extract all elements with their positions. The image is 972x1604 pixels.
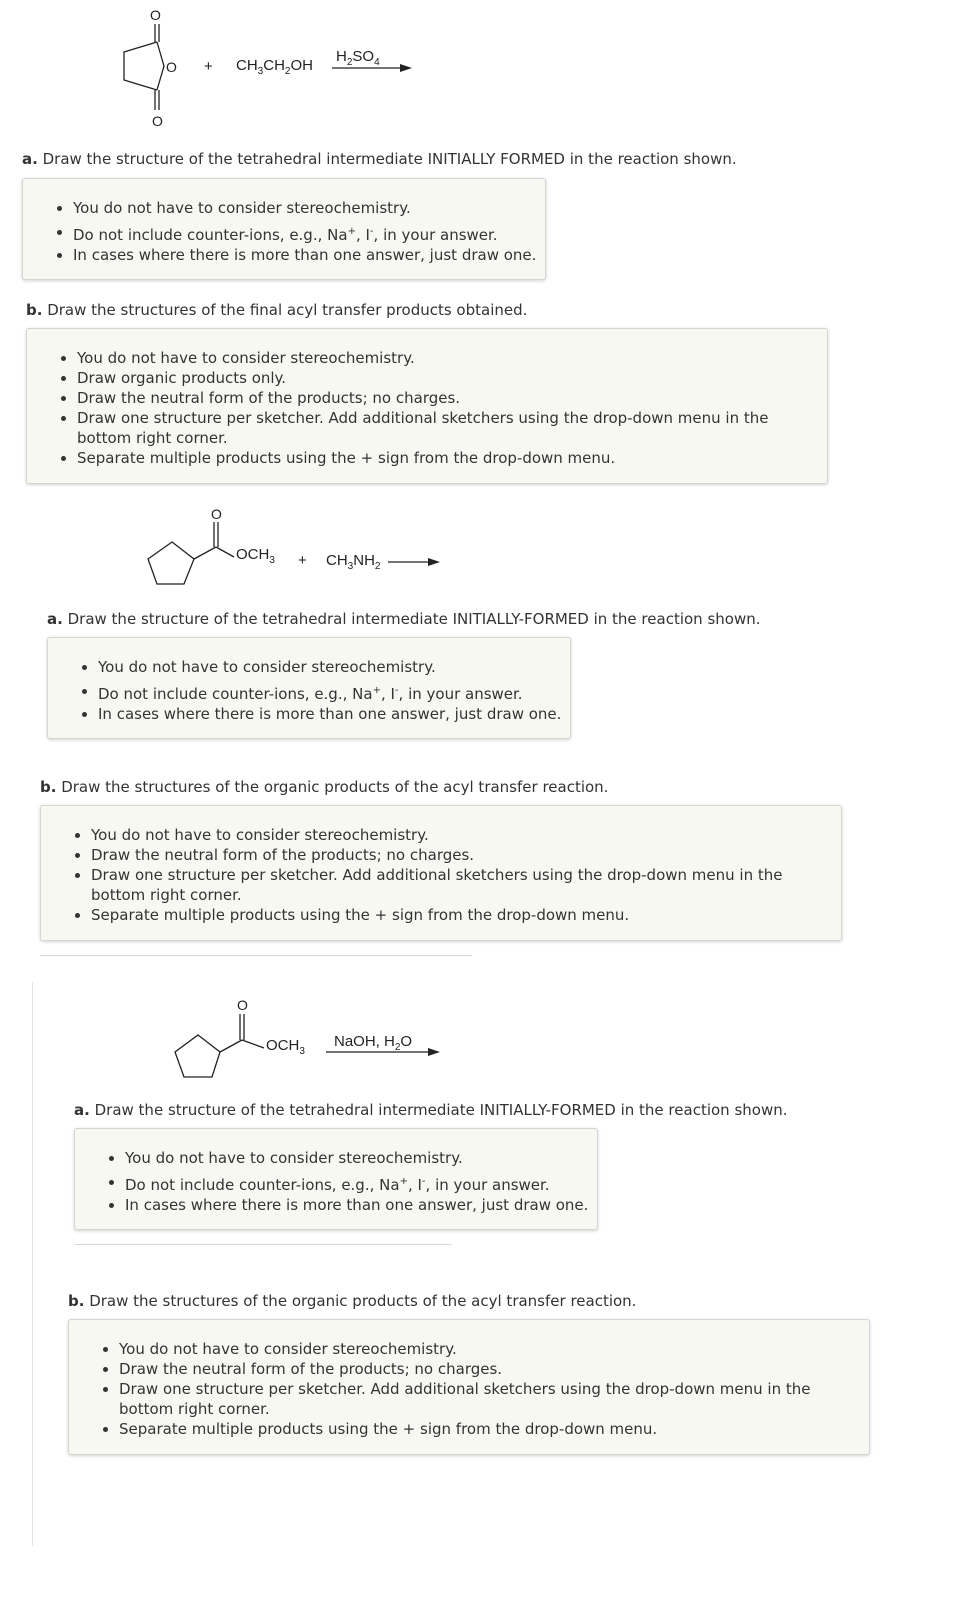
methoxy-group: $OCH_3$ [266,1037,305,1057]
bullet: Separate multiple products using the + sign from the drop-down menu. [91,905,827,925]
instructions-2b [40,805,842,941]
bullet: Do not include counter-ions, e.g., Na+, I-, in your answer. [73,222,545,245]
divider [74,1244,452,1245]
bullet: Draw the neutral form of the products; no charges. [77,388,813,408]
bullet: Draw the neutral form of the products; no charges. [91,845,827,865]
ring-oxygen: O [166,59,177,75]
question-2b: b. Draw the structures of the organic products of the acyl transfer reaction. [40,778,609,796]
catalyst-label: $H_2SO_4$ [336,48,380,68]
reaction-scheme-3 [168,990,458,1085]
carbonyl-oxygen: O [211,506,222,522]
bullet: Draw the neutral form of the products; no charges. [119,1359,855,1379]
bullet: In cases where there is more than one answer, just draw one. [125,1195,597,1215]
bullet: Draw one structure per sketcher. Add additional sketchers using the drop-down menu in the bottom right corner. [119,1379,855,1419]
plus-sign: + [204,58,213,75]
bullet: You do not have to consider stereochemistry. [91,825,827,845]
reaction-scheme-2 [140,500,450,595]
instructions-2a [47,637,571,739]
bullet: You do not have to consider stereochemistry. [73,198,545,218]
carbonyl-oxygen-top: O [150,7,161,23]
instructions-1b [26,328,828,484]
question-1b: b. Draw the structures of the final acyl transfer products obtained. [26,301,528,319]
bullet: Draw one structure per sketcher. Add additional sketchers using the drop-down menu in the bottom right corner. [77,408,813,448]
plus-sign: + [298,552,307,569]
bullet: Draw one structure per sketcher. Add additional sketchers using the drop-down menu in the bottom right corner. [91,865,827,905]
bullet: You do not have to consider stereochemistry. [77,348,813,368]
instructions-3b [68,1319,870,1455]
carbonyl-oxygen-bottom: O [152,113,163,129]
bullet: In cases where there is more than one answer, just draw one. [73,245,545,265]
bullet: Separate multiple products using the + sign from the drop-down menu. [77,448,813,468]
carbonyl-oxygen: O [237,997,248,1013]
divider [40,955,472,956]
bullet: You do not have to consider stereochemistry. [98,657,570,677]
question-3a: a. Draw the structure of the tetrahedral intermediate INITIALLY-FORMED in the reaction shown. [74,1101,788,1119]
methylamine-reagent: $CH_3NH_2$ [326,552,381,572]
bullet: Draw organic products only. [77,368,813,388]
instructions-1a [22,178,546,280]
left-margin-line [32,982,33,1546]
bullet: You do not have to consider stereochemistry. [119,1339,855,1359]
bullet: You do not have to consider stereochemistry. [125,1148,597,1168]
bullet: In cases where there is more than one answer, just draw one. [98,704,570,724]
question-3b: b. Draw the structures of the organic products of the acyl transfer reaction. [68,1292,637,1310]
instructions-3a [74,1128,598,1230]
bullet: Do not include counter-ions, e.g., Na+, I-, in your answer. [98,681,570,704]
question-1a: a. Draw the structure of the tetrahedral intermediate INITIALLY FORMED in the reaction shown. [22,150,737,168]
ethanol-reagent: $CH_3CH_2OH$ [236,57,313,77]
conditions-label: NaOH, $H_2O$ [334,1033,413,1053]
bullet: Do not include counter-ions, e.g., Na+, I-, in your answer. [125,1172,597,1195]
question-2a: a. Draw the structure of the tetrahedral intermediate INITIALLY-FORMED in the reaction shown. [47,610,761,628]
methoxy-group: $OCH_3$ [236,546,275,566]
bullet: Separate multiple products using the + sign from the drop-down menu. [119,1419,855,1439]
